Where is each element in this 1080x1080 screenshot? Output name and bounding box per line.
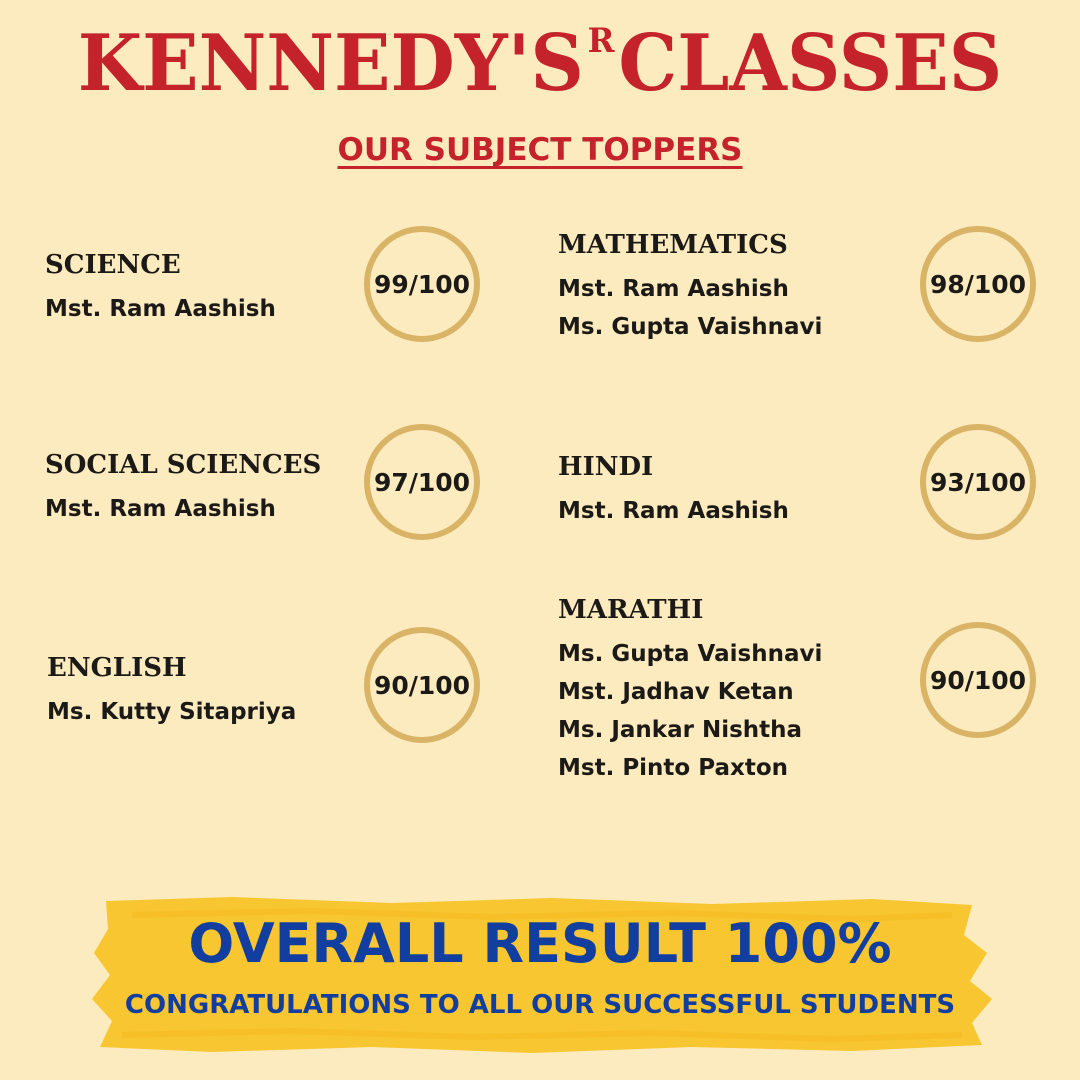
student-name: Mst. Ram Aashish [558, 276, 789, 302]
student-name: Mst. Ram Aashish [45, 296, 276, 322]
overall-result: OVERALL RESULT 100% [188, 912, 892, 975]
topper-block-marathi [558, 595, 822, 787]
score-badge-social-sciences: 97/100 [364, 424, 480, 540]
title-main: KENNEDY'S [77, 18, 584, 109]
subject-label: SCIENCE [45, 250, 181, 280]
score-badge-marathi: 90/100 [920, 622, 1036, 738]
score-badge-mathematics: 98/100 [920, 226, 1036, 342]
subject-label: SOCIAL SCIENCES [45, 450, 322, 480]
score-badge-science: 99/100 [364, 226, 480, 342]
topper-block-mathematics [558, 230, 822, 346]
page-subtitle: OUR SUBJECT TOPPERS [337, 132, 743, 168]
student-name: Mst. Jadhav Ketan [558, 679, 794, 705]
topper-block-social-sciences [45, 450, 321, 528]
subject-label: MATHEMATICS [558, 230, 788, 260]
student-name: Ms. Jankar Nishtha [558, 717, 803, 743]
congratulations-text: CONGRATULATIONS TO ALL OUR SUCCESSFUL STUDENTS [124, 990, 956, 1020]
student-name: Ms. Gupta Vaishnavi [558, 641, 823, 667]
student-name: Mst. Ram Aashish [45, 496, 276, 522]
topper-block-hindi [558, 452, 789, 530]
title-rest: CLASSES [618, 18, 1003, 109]
subject-label: MARATHI [558, 595, 704, 625]
student-name: Mst. Pinto Paxton [558, 755, 788, 781]
student-name: Mst. Ram Aashish [558, 498, 789, 524]
subject-label: ENGLISH [47, 653, 187, 683]
registered-mark: R [587, 21, 615, 61]
score-badge-hindi: 93/100 [920, 424, 1036, 540]
student-name: Ms. Gupta Vaishnavi [558, 314, 823, 340]
student-name: Ms. Kutty Sitapriya [47, 699, 297, 725]
page-title [27, 18, 1053, 109]
topper-block-english [47, 653, 296, 731]
score-badge-english: 90/100 [364, 627, 480, 743]
subject-label: HINDI [558, 452, 654, 482]
topper-block-science [45, 250, 276, 328]
